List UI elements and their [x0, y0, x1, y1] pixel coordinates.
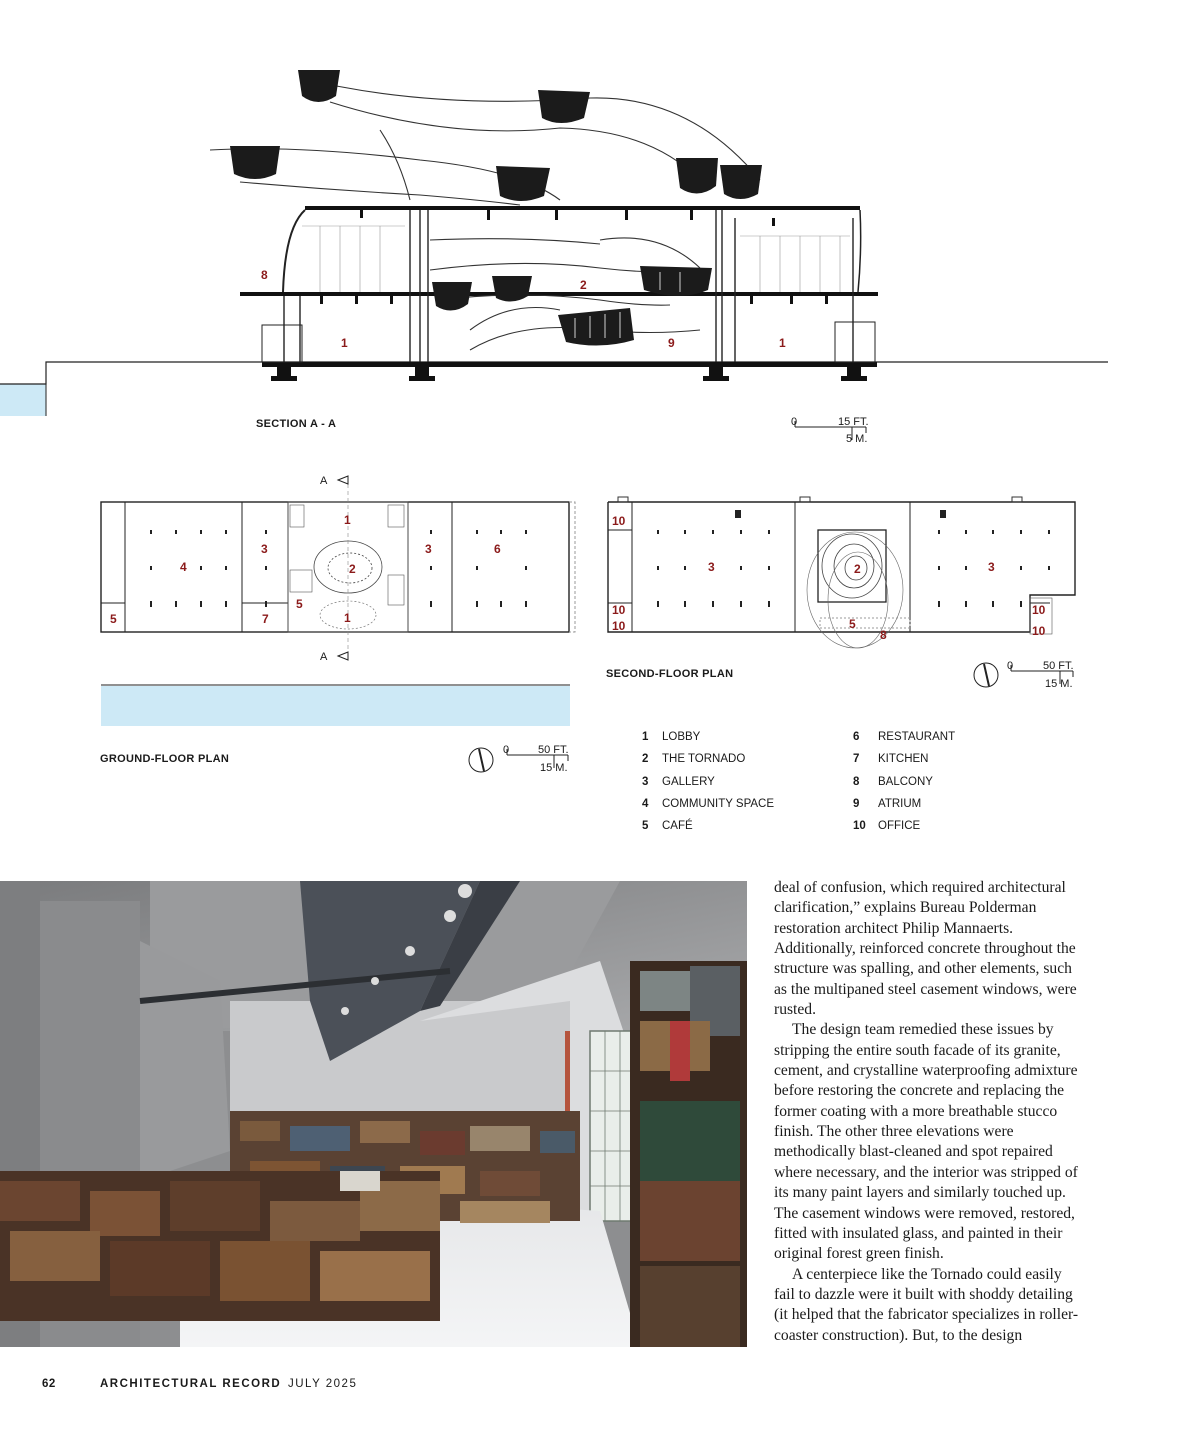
- issue-date: JULY 2025: [288, 1378, 358, 1390]
- legend-col-2: [853, 726, 955, 837]
- legend-item: 5 CAFÉ: [642, 820, 693, 833]
- ground-label-1b: 1: [344, 611, 351, 625]
- svg-text:0: 0: [1007, 660, 1014, 672]
- svg-text:0: 0: [791, 416, 798, 428]
- ground-label-4: 4: [180, 560, 187, 574]
- svg-text:5 M.: 5 M.: [846, 433, 868, 445]
- legend-item: 3 GALLERY: [642, 775, 715, 788]
- interior-photo: [0, 881, 747, 1347]
- second-scale-bar: [1007, 660, 1074, 690]
- second-label-3: 3: [708, 560, 715, 574]
- article-body: [774, 878, 1084, 1346]
- legend-item: 7 KITCHEN: [853, 753, 929, 766]
- section-marker-bottom: A: [320, 651, 328, 663]
- second-label-8: 8: [880, 628, 887, 642]
- second-label-10c: 10: [612, 619, 626, 633]
- second-floor-plan: [0, 0, 1200, 700]
- page-number: 62: [42, 1378, 56, 1390]
- legend-item: 6 RESTAURANT: [853, 731, 956, 743]
- section-label-9: 9: [668, 336, 675, 350]
- section-label-1b: 1: [779, 336, 786, 350]
- legend-item: 1 LOBBY: [642, 731, 701, 743]
- ground-label-6: 6: [494, 542, 501, 556]
- svg-text:15 M.: 15 M.: [540, 762, 568, 774]
- article-paragraph: A centerpiece like the Tornado could easily fail to dazzle were it built with shoddy detailing (it helped that the fabricator specializes in roller-coaster construction). But, to the design: [774, 1265, 1079, 1344]
- second-label-10d: 10: [1032, 603, 1046, 617]
- ground-label-5: 5: [110, 612, 117, 626]
- svg-text:15 FT.: 15 FT.: [838, 416, 869, 428]
- svg-text:50 FT.: 50 FT.: [538, 744, 569, 756]
- section-title: SECTION A - A: [256, 418, 337, 430]
- ground-label-3b: 3: [425, 542, 432, 556]
- second-label-10b: 10: [612, 603, 626, 617]
- svg-text:0: 0: [503, 744, 510, 756]
- article-paragraph: The design team remedied these issues by stripping the entire south facade of its granite, cement, and crystalline waterproofing admixture before restoring the concrete and replacing the former coating with a more breathable stucco finish. The other three elevations were methodically blast-cleaned and spot repaired where necessary, and the interior was stripped of its many paint layers and similarly touched up. The casement windows were removed, restored, fitted with insulated glass, and painted in their original forest green finish.: [774, 1021, 1078, 1263]
- svg-text:15 M.: 15 M.: [1045, 678, 1073, 690]
- magazine-name: ARCHITECTURAL RECORD: [100, 1378, 282, 1390]
- ground-label-2: 2: [349, 562, 356, 576]
- second-label-10: 10: [612, 514, 626, 528]
- legend-item: 10 OFFICE: [853, 820, 921, 833]
- section-label-1: 1: [341, 336, 348, 350]
- article-paragraph: deal of confusion, which required architectural clarification,” explains Bureau Polderman restoration architect Philip Mannaerts. Additionally, reinforced concrete throughout the structure was spalling, and other elements, such as the multipaned steel casement windows, were rusted.: [774, 879, 1077, 1019]
- second-label-2: 2: [854, 562, 861, 576]
- ground-label-3: 3: [261, 542, 268, 556]
- legend-item: 9 ATRIUM: [853, 797, 922, 810]
- legend-item: 8 BALCONY: [853, 775, 933, 788]
- legend-item: 4 COMMUNITY SPACE: [642, 797, 775, 810]
- second-label-5: 5: [849, 617, 856, 631]
- ground-label-7: 7: [262, 612, 269, 626]
- legend-col-1: [642, 726, 774, 837]
- second-label-10e: 10: [1032, 624, 1046, 638]
- second-plan-title: SECOND-FLOOR PLAN: [606, 668, 734, 680]
- ground-plan-title: GROUND-FLOOR PLAN: [100, 753, 230, 765]
- ground-scale-bar: [503, 744, 569, 774]
- svg-text:50 FT.: 50 FT.: [1043, 660, 1074, 672]
- ground-label-5b: 5: [296, 597, 303, 611]
- section-label-2: 2: [580, 278, 587, 292]
- ground-label-1: 1: [344, 513, 351, 527]
- legend-item: 2 THE TORNADO: [642, 753, 746, 766]
- section-marker-top: A: [320, 475, 328, 487]
- section-label-8: 8: [261, 268, 268, 282]
- second-label-3b: 3: [988, 560, 995, 574]
